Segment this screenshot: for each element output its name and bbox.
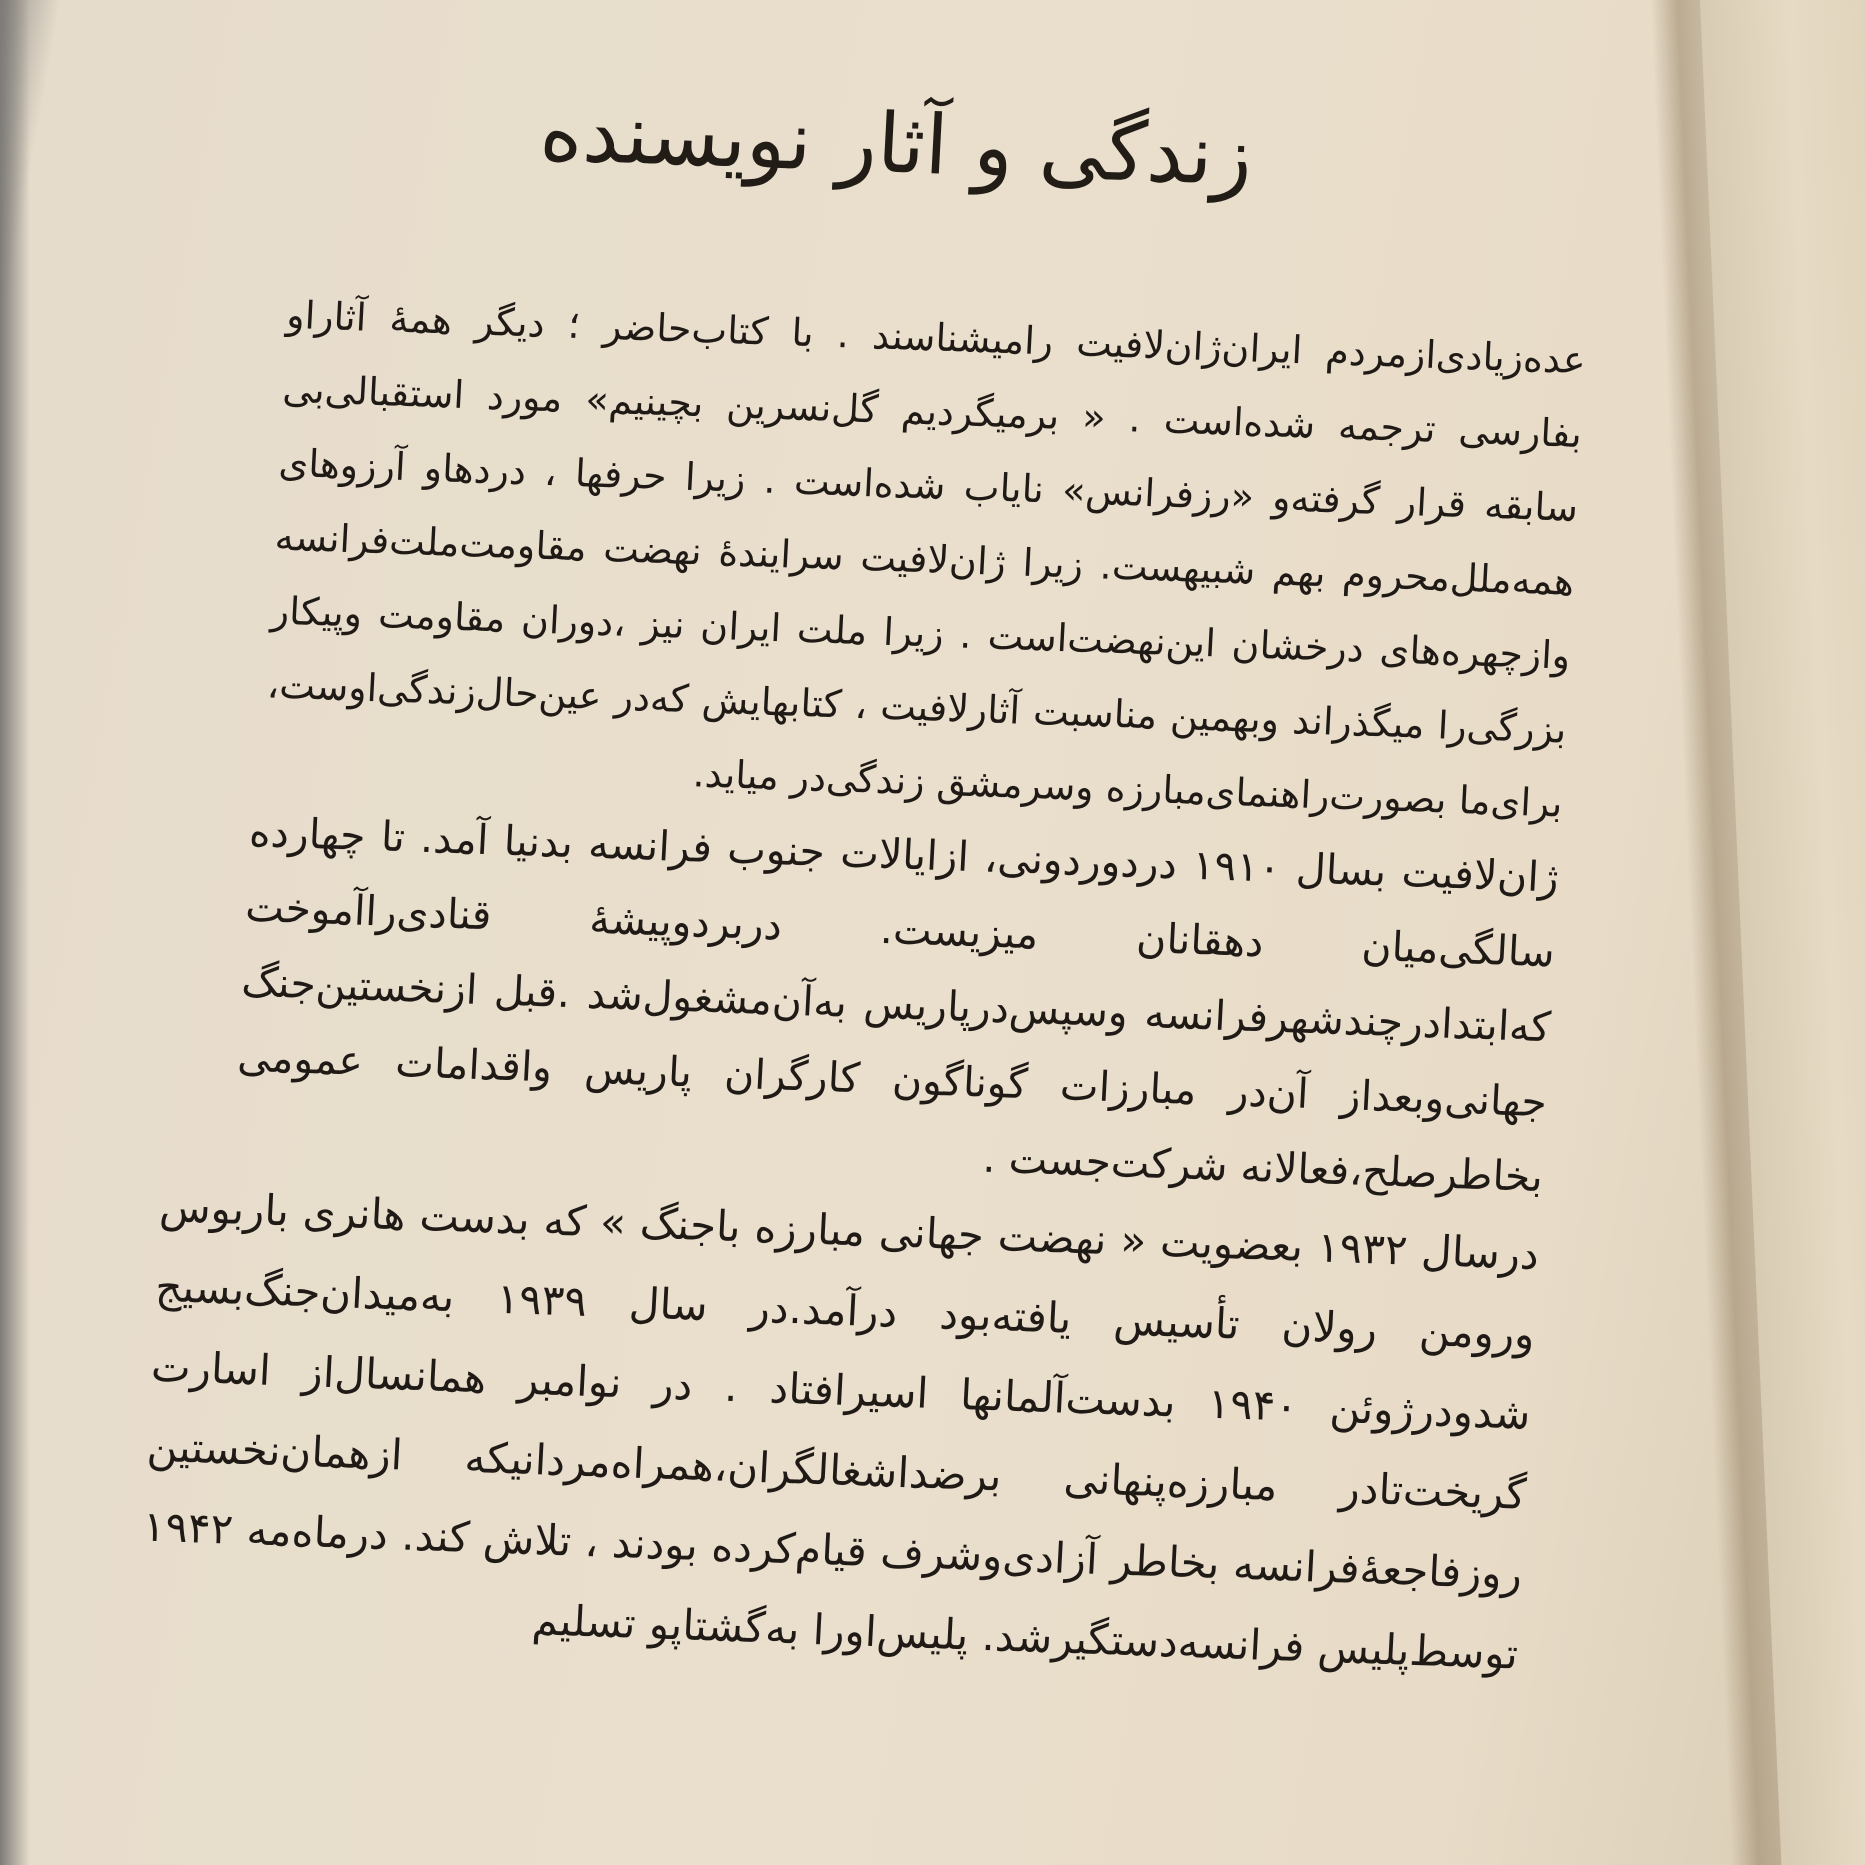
paragraph-resistance: درسال ۱۹۳۲ بعضویت « نهضت جهانی مبارزه باجنگ » که بدست هانری باربوس ورومن رولان تأسیس یافته‌بود درآمد.در سال ۱۹۳۹ به‌میدان‌جنگ‌بسیج شدودرژوئن ۱۹۴۰ بدست‌آلمانها اسیرافتاد . در نوامبر همانسال‌از اسارت گریخت‌تادر مبارزه‌پنهانی برضداشغالگران،همراه‌مردانیکه ازهمان‌نخستین روزفاجعهٔ‌فرانسه بخاطر آزادی‌وشرف قیام‌کرده بودند ، تلاش کند. درماه‌مه ۱۹۴۲ توسط‌پلیس فرانسه‌دستگیرشد. پلیس‌اورا به‌گشتاپو تسلیم (141, 1181, 1541, 1679)
page-edge-shadow (0, 0, 30, 1865)
paragraph-intro: عده‌زیادی‌ازمردم ایران‌ژان‌لافیت رامیشناسند . با کتاب‌حاضر ؛ دیگر همهٔ آثاراو بفارسی ترجمه شده‌است . « برمیگردیم گل‌نسرین بچینیم» مورد استقبالی‌بی سابقه قرار گرفته‌و «رزفرانس» نایاب شده‌است . زیرا حرفها ، دردهاو آرزوهای همه‌ملل‌محروم بهم شبیهست. زیرا ژان‌لافیت سرایندهٔ نهضت مقاومت‌ملت‌فرانسه وازچهره‌های درخشان این‌نهضت‌است . زیرا ملت ایران نیز ،دوران مقاومت وپیکار بزرگی‌را میگذراند وبهمین مناسبت آثارلافیت ، کتابهایش که‌در عین‌حال‌زندگی‌اوست، برای‌ما بصورت‌راهنمای‌مبارزه وسرمشق زندگی‌در میاید. (266, 292, 1587, 826)
paragraph-biography: ژان‌لافیت بسال ۱۹۱۰ دردوردونی، ازایالات جنوب فرانسه بدنیا آمد. تا چهارده سالگی‌میان دهقانان میزیست. دربردوپیشهٔ قنادی‌راآموخت که‌ابتدادرچندشهرفرانسه وسپس‌درپاریس به‌آن‌مشغول‌شد .قبل ازنخستین‌جنگ جهانی‌وبعداز آن‌در مبارزات گوناگون کارگران پاریس واقدامات عمومی بخاطرصلح،فعالانه شرکت‌جست . (236, 807, 1560, 1201)
page-title: زندگی و آثار نویسنده (537, 84, 1255, 205)
page-text (57, 36, 1700, 1698)
